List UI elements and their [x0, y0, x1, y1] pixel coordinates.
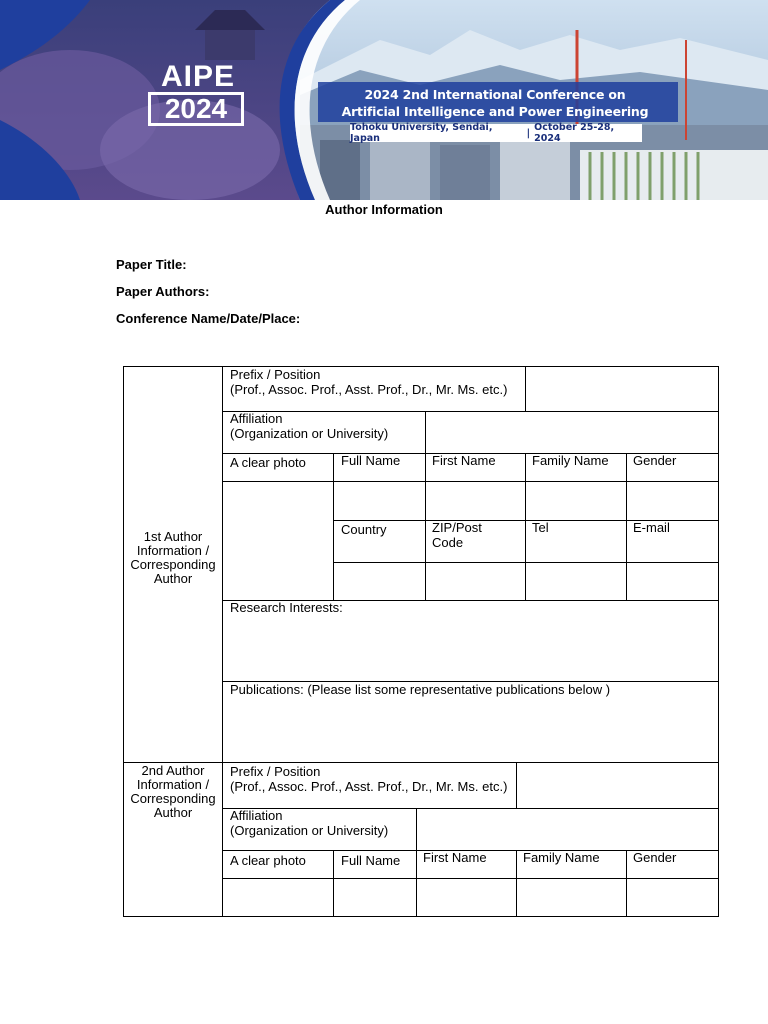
- author2-gender-field[interactable]: [627, 879, 718, 916]
- author2-prefix-field[interactable]: [517, 763, 718, 808]
- author1-photo-label: A clear photo: [230, 455, 306, 470]
- author2-full-name-label: Full Name: [341, 853, 401, 868]
- author1-email-field[interactable]: [627, 563, 718, 600]
- author2-family-name-field[interactable]: [517, 879, 626, 916]
- conference-dates: October 25-28, 2024: [534, 122, 615, 144]
- author2-family-name-label: Family Name: [523, 850, 600, 865]
- author1-email-label: E-mail: [633, 520, 670, 535]
- author1-tel-field[interactable]: [526, 563, 626, 600]
- conference-info-label: Conference Name/Date/Place:: [116, 311, 301, 326]
- document-title: Author Information: [325, 202, 443, 217]
- conference-separator: |: [526, 127, 531, 139]
- author1-country-field[interactable]: [334, 563, 425, 600]
- author2-first-name-label: First Name: [423, 850, 487, 865]
- conference-location: Tohoku University, Sendai, Japan: [350, 122, 493, 144]
- author1-zip-field[interactable]: [426, 563, 525, 600]
- author2-section-label: 2nd Author Information / Corresponding Author: [130, 763, 216, 820]
- author1-research-interests-field[interactable]: [223, 618, 718, 681]
- paper-authors-label: Paper Authors:: [116, 284, 210, 299]
- paper-title-label: Paper Title:: [116, 257, 187, 272]
- author1-family-name-field[interactable]: [526, 482, 626, 520]
- author2-first-name-field[interactable]: [417, 879, 516, 916]
- author1-prefix-label: Prefix / Position (Prof., Assoc. Prof., Asst. Prof., Dr., Mr. Ms. etc.): [230, 367, 508, 397]
- author1-zip-label: ZIP/Post Code: [432, 520, 482, 550]
- author1-photo-field[interactable]: [223, 482, 333, 600]
- author2-full-name-field[interactable]: [334, 879, 416, 916]
- author1-family-name-label: Family Name: [532, 453, 609, 468]
- author1-prefix-field[interactable]: [526, 367, 718, 411]
- conference-logo-name: AIPE: [160, 60, 236, 93]
- author1-gender-field[interactable]: [627, 482, 718, 520]
- conference-banner: [0, 0, 768, 200]
- author2-photo-field[interactable]: [223, 879, 333, 916]
- author1-first-name-label: First Name: [432, 453, 496, 468]
- author1-research-interests-label: Research Interests:: [230, 600, 343, 615]
- author1-full-name-label: Full Name: [341, 453, 401, 468]
- conference-title-line2: Artificial Intelligence and Power Engineering: [341, 104, 649, 119]
- author1-section-label: 1st Author Information / Corresponding Author: [130, 529, 216, 586]
- author1-tel-label: Tel: [532, 520, 549, 535]
- author2-prefix-label: Prefix / Position (Prof., Assoc. Prof., Asst. Prof., Dr., Mr. Ms. etc.): [230, 764, 508, 794]
- conference-title-line1: 2024 2nd International Conference on: [364, 87, 626, 102]
- author2-gender-label: Gender: [633, 850, 677, 865]
- author2-photo-label: A clear photo: [230, 853, 306, 868]
- author1-publications-label: Publications: (Please list some representative publications below ): [230, 682, 611, 697]
- author1-publications-field[interactable]: [223, 700, 718, 762]
- author1-affiliation-label: Affiliation (Organization or University): [230, 411, 389, 441]
- author1-country-label: Country: [341, 522, 387, 537]
- conference-logo-year: 2024: [148, 92, 244, 126]
- author1-first-name-field[interactable]: [426, 482, 525, 520]
- author1-affiliation-field[interactable]: [426, 412, 718, 453]
- author2-affiliation-label: Affiliation (Organization or University): [230, 808, 389, 838]
- conference-location-band: [350, 124, 642, 142]
- author1-gender-label: Gender: [633, 453, 677, 468]
- author2-affiliation-field[interactable]: [417, 809, 718, 850]
- author1-full-name-field[interactable]: [334, 482, 425, 520]
